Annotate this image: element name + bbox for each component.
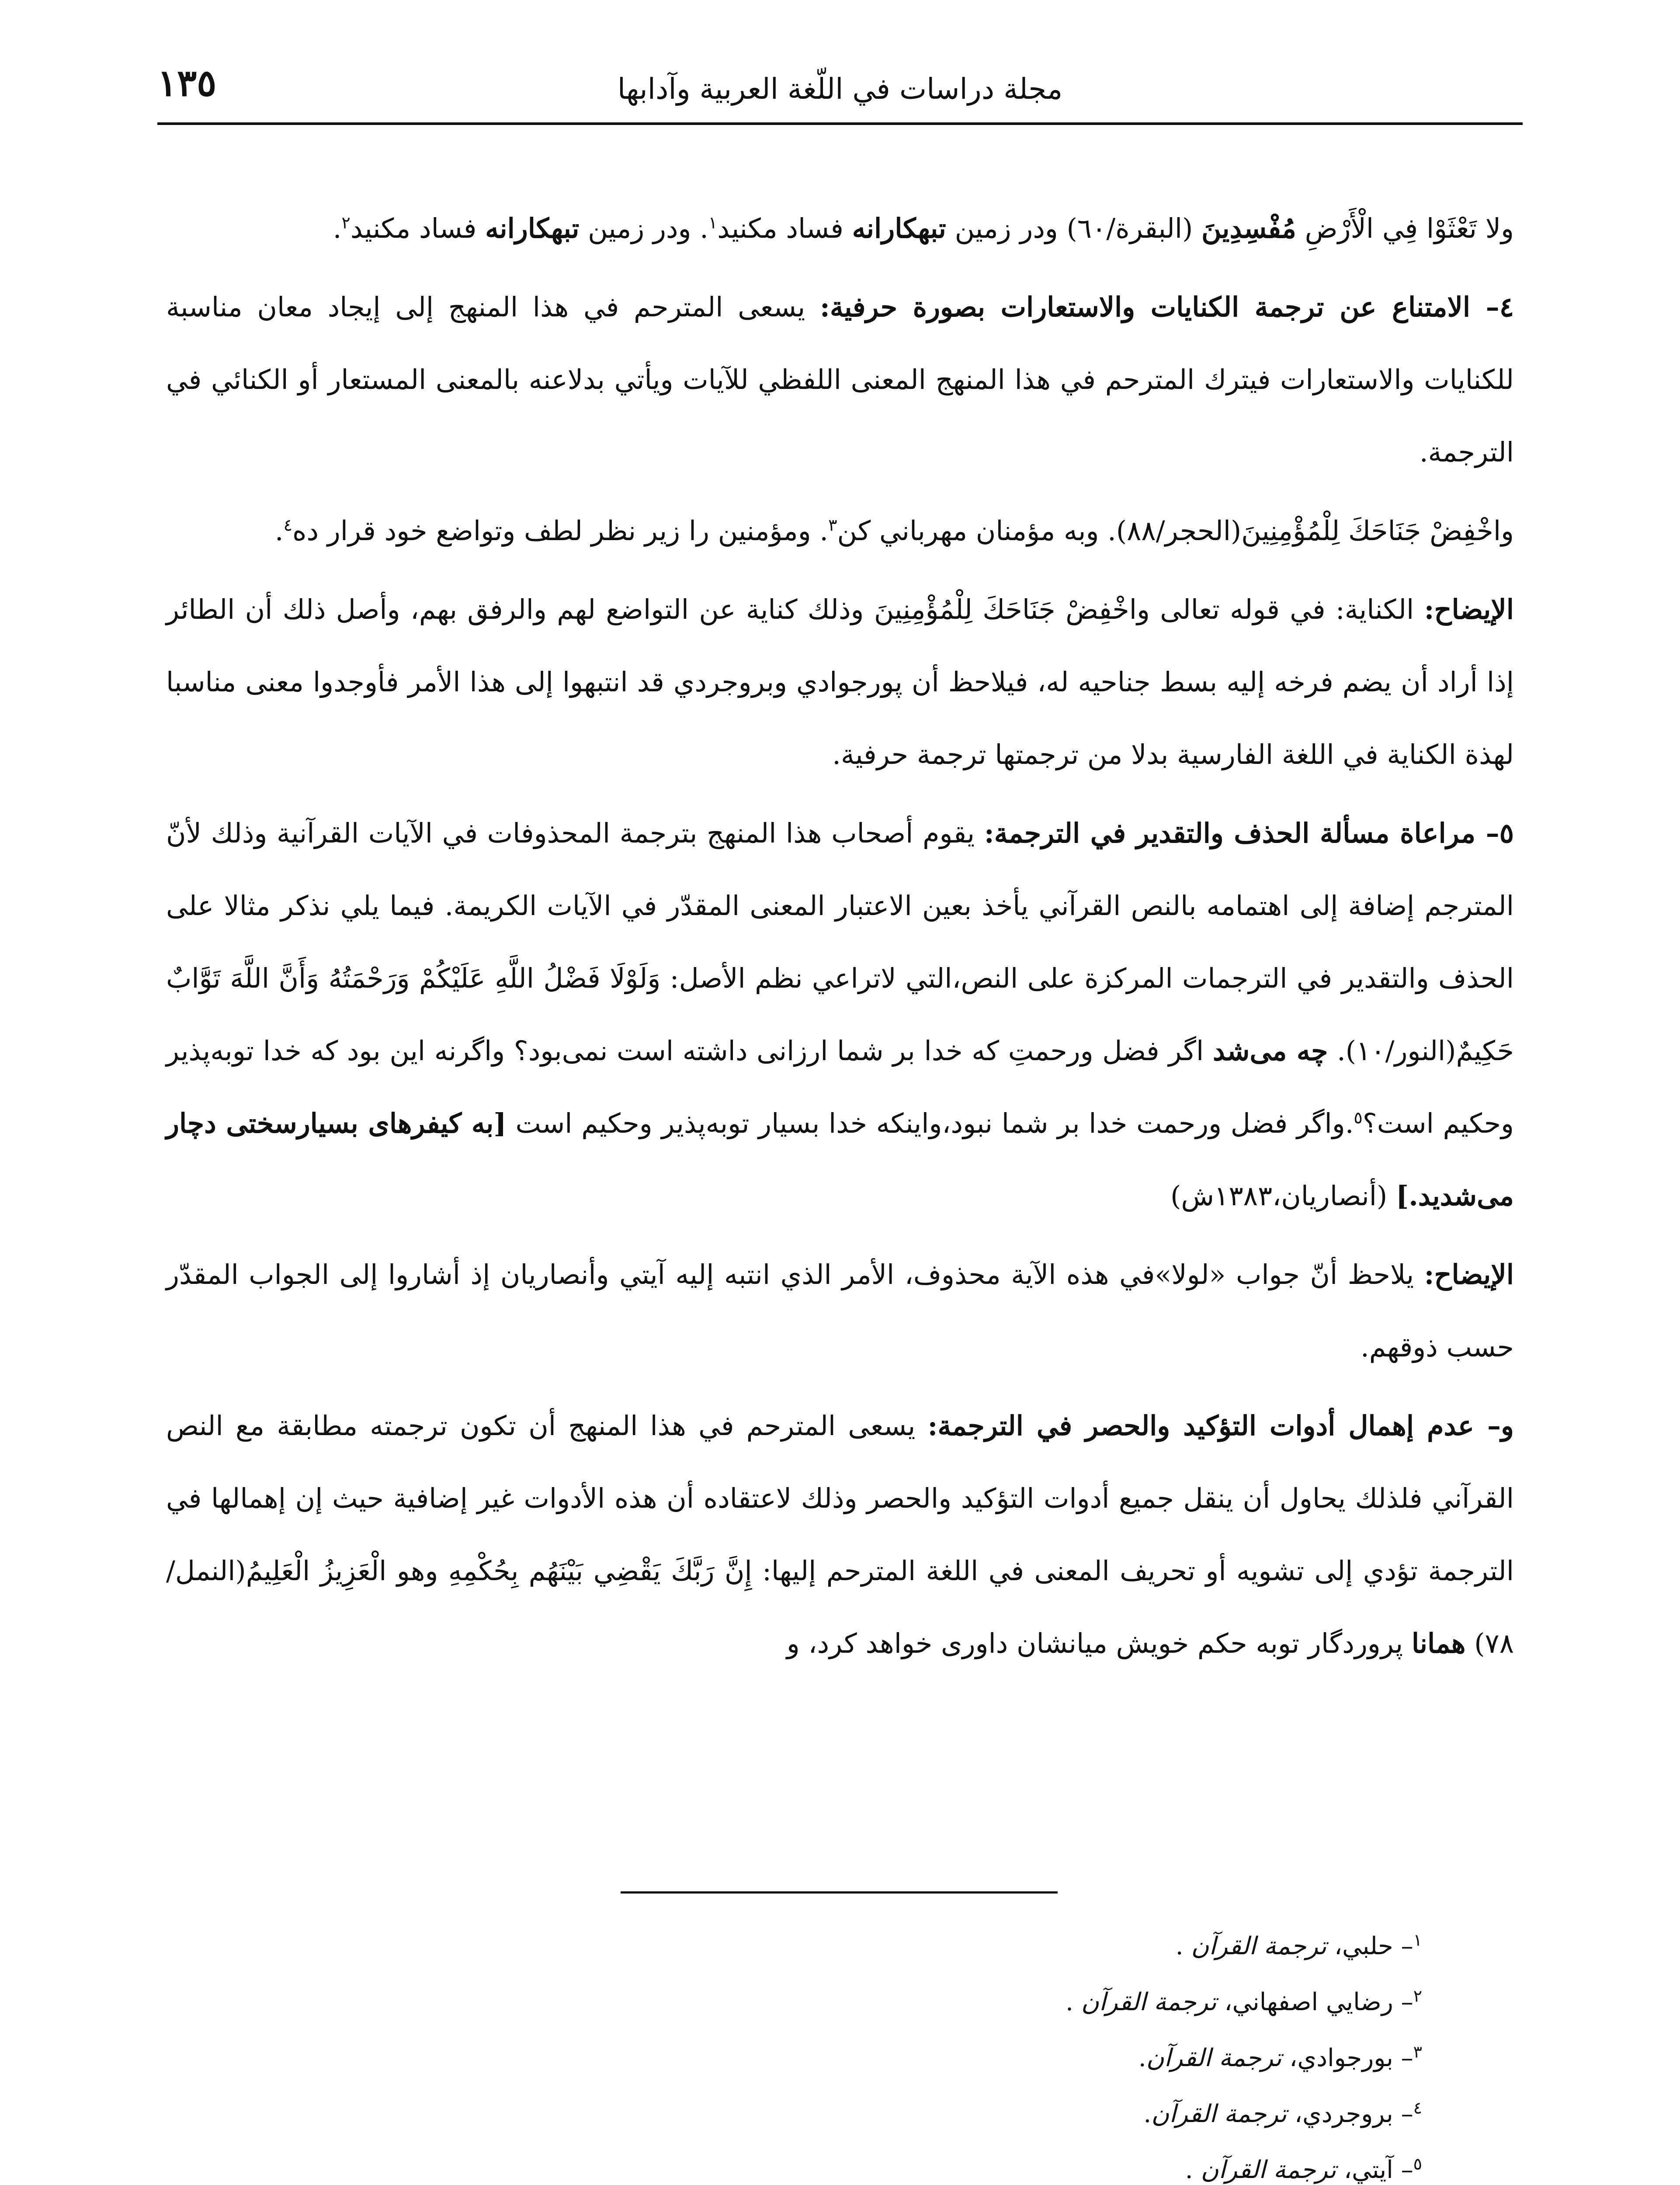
footnote-end: . <box>1066 1988 1081 2016</box>
footnote-author: – بروجردي، <box>1287 2100 1413 2128</box>
footnote-number: ٣ <box>1413 2042 1422 2062</box>
footnote-title: ترجمة القرآن <box>1146 2044 1282 2072</box>
text-run: . <box>274 515 284 547</box>
text-run: اگر فضل ورحمتِ كه خدا بر شما ارزانی داشته است نمی‌بود؟ واگرنه اين بود كه خدا توبه‌پذير وحكيم است؟ <box>166 1035 1514 1139</box>
footnote-author: – بورجوادي، <box>1281 2044 1413 2072</box>
text-run: فساد مكنيد <box>717 212 852 244</box>
paragraph-5 <box>166 797 1514 1232</box>
text-run: يقوم أصحاب هذا المنهج بترجمة المحذوفات في الآيات القرآنية وذلك لأنّ المترجم إضافة إلى اهتمامه بالنص القرآني يأخذ بعين الاعتبار المعنى المقدّر في الآيات الكريمة. فيما يلي نذكر مثالا على الحذف والتقدير في الترجمات المركزة على النص،التي لاتراعي نظم الأصل: وَلَوْلَا فَضْلُ اللَّهِ عَلَيْكُمْ وَرَحْمَتُهُ وَأَنَّ اللَّهَ تَوَّابٌ حَكِيمٌ(النور/١٠). <box>166 817 1514 1067</box>
footnote-item <box>166 1918 1422 1974</box>
footnote-item <box>166 1974 1422 2030</box>
footnote-item <box>166 2030 1422 2086</box>
footnote-ref[interactable]: ٢ <box>341 213 351 232</box>
paragraph-4 <box>166 573 1514 791</box>
bold-text: چه می‌شد <box>1212 1035 1328 1067</box>
footnote-end: . <box>1138 2044 1146 2072</box>
bold-text: مُفْسِدِينَ <box>1201 212 1296 244</box>
text-run: . ومؤمنين را زير نظر لطف وتواضع خود قرار ده <box>292 515 829 547</box>
text-run: يلاحظ أنّ جواب «لولا»في هذه الآية محذوف، الأمر الذي انتبه إليه آيتي وأنصاريان إذ أشاروا إلى الجواب المقدّر حسب ذوقهم. <box>166 1259 1514 1363</box>
text-run: واخْفِضْ جَنَاحَكَ لِلْمُؤْمِنِينَ(الحجر/٨٨). وبه مؤمنان مهرباني كن <box>837 515 1514 547</box>
text-run: پروردگار توبه حكم خويش ميانشان داوری خواهد كرد، و <box>786 1627 1412 1659</box>
footnotes <box>166 1918 1422 2185</box>
footnote-end: . <box>1185 2156 1201 2184</box>
footnote-ref[interactable]: ٤ <box>283 515 293 535</box>
text-run: .واگر فضل ورحمت خدا بر شما نبود،واينكه خدا بسيار توبه‌پذير وحكيم است <box>506 1107 1354 1139</box>
bold-text: تبهكارانه <box>852 212 946 244</box>
bold-text: همانا <box>1411 1627 1466 1659</box>
running-header <box>157 52 1523 125</box>
bold-text: [به كيفرهای بسيارسختی دچار می‌شديد.] <box>166 1107 1514 1212</box>
footnote-title: ترجمة القرآن <box>1151 2100 1287 2128</box>
bold-text: ٤– الامتناع عن ترجمة الكنايات والاستعارات بصورة حرفية: <box>820 291 1514 323</box>
footnote-item <box>166 2142 1422 2185</box>
text-run: الكناية: في قوله تعالى واخْفِضْ جَنَاحَكَ لِلْمُؤْمِنِينَ وذلك كناية عن التواضع لهم والرفق بهم، وأصل ذلك أن الطائر إذا أراد أن يضم فرخه إليه بسط جناحيه له، فيلاحظ أن پورجوادي وبروجردي قد انتبهوا إلى هذا الأمر فأوجدوا معنى مناسبا لهذة الكناية في اللغة الفارسية بدلا من ترجمتها ترجمة حرفية. <box>166 593 1514 770</box>
bold-text: و– عدم إهمال أدوات التؤكيد والحصر في الترجمة: <box>927 1410 1514 1442</box>
text-run: (أنصاريان،١٣٨٣ش) <box>1170 1180 1396 1212</box>
paragraph-7 <box>166 1390 1514 1680</box>
text-run: . <box>333 212 342 244</box>
bold-text: الإيضاح: <box>1424 593 1514 625</box>
paragraph-1 <box>166 192 1514 265</box>
text-run: فساد مكنيد <box>350 212 486 244</box>
footnote-author: – رضايي اصفهاني، <box>1216 1988 1413 2016</box>
footnote-title: ترجمة القرآن <box>1201 2156 1336 2184</box>
footnote-number: ٤ <box>1413 2098 1422 2118</box>
text-run: يسعى المترحم في هذا المنهج أن تكون ترجمته مطابقة مع النص القرآني فلذلك يحاول أن ينقل جميع أدوات التؤكيد والحصر وذلك لاعتقاده أن هذه الأدوات غير إضافية حيث إن إهمالها في الترجمة تؤدي إلى تشويه أو تحريف المعنى في اللغة المترحم إليها: إِنَّ رَبَّكَ يَقْضِي بَيْنَهُم بِحُكْمِهِ وهو الْعَزِيزُ الْعَلِيمُ(النمل/٧٨) <box>166 1410 1514 1659</box>
paragraph-6 <box>166 1238 1514 1384</box>
text-run: . ودر زمين <box>579 212 708 244</box>
footnote-end: . <box>1175 1932 1191 1960</box>
bold-text: ٥– مراعاة مسألة الحذف والتقدير في الترجمة: <box>984 817 1514 849</box>
footnote-number: ١ <box>1413 1930 1422 1950</box>
bold-text: الإيضاح: <box>1424 1259 1514 1290</box>
footnote-author: – آيتي، <box>1336 2156 1413 2184</box>
text-run: ولا تَعْثَوْا فِي الْأَرْضِ <box>1296 212 1514 244</box>
body-text <box>166 192 1514 1680</box>
footnote-ref[interactable]: ١ <box>708 213 718 232</box>
footnote-number: ٢ <box>1413 1986 1422 2006</box>
footnote-ref[interactable]: ٣ <box>828 515 837 535</box>
footnote-end: . <box>1143 2100 1152 2128</box>
footnote-author: – حلبي، <box>1326 1932 1413 1960</box>
footnote-separator <box>621 1891 1058 1894</box>
text-run: (البقرة/٦٠) ودر زمين <box>946 212 1202 244</box>
paragraph-3 <box>166 495 1514 567</box>
paragraph-2 <box>166 271 1514 489</box>
bold-text: تبهكارانه <box>485 212 580 244</box>
text-run: يسعى المترحم في هذا المنهج إلى إيجاد معان مناسبة للكنايات والاستعارات فيترك المترحم في هذا المنهج المعنى اللفظي للآيات ويأتي بدلاعنه بالمعنى المستعار أو الكنائي في الترجمة. <box>166 291 1514 468</box>
footnote-number: ٥ <box>1413 2154 1422 2174</box>
footnote-item <box>166 2086 1422 2142</box>
page-number: ١٣٥ <box>157 61 217 104</box>
journal-title: مجلة دراسات في اللّغة العربية وآدابها <box>617 72 1063 106</box>
footnote-title: ترجمة القرآن <box>1081 1988 1217 2016</box>
footnote-ref[interactable]: ٥ <box>1354 1108 1363 1127</box>
footnote-title: ترجمة القرآن <box>1191 1932 1327 1960</box>
